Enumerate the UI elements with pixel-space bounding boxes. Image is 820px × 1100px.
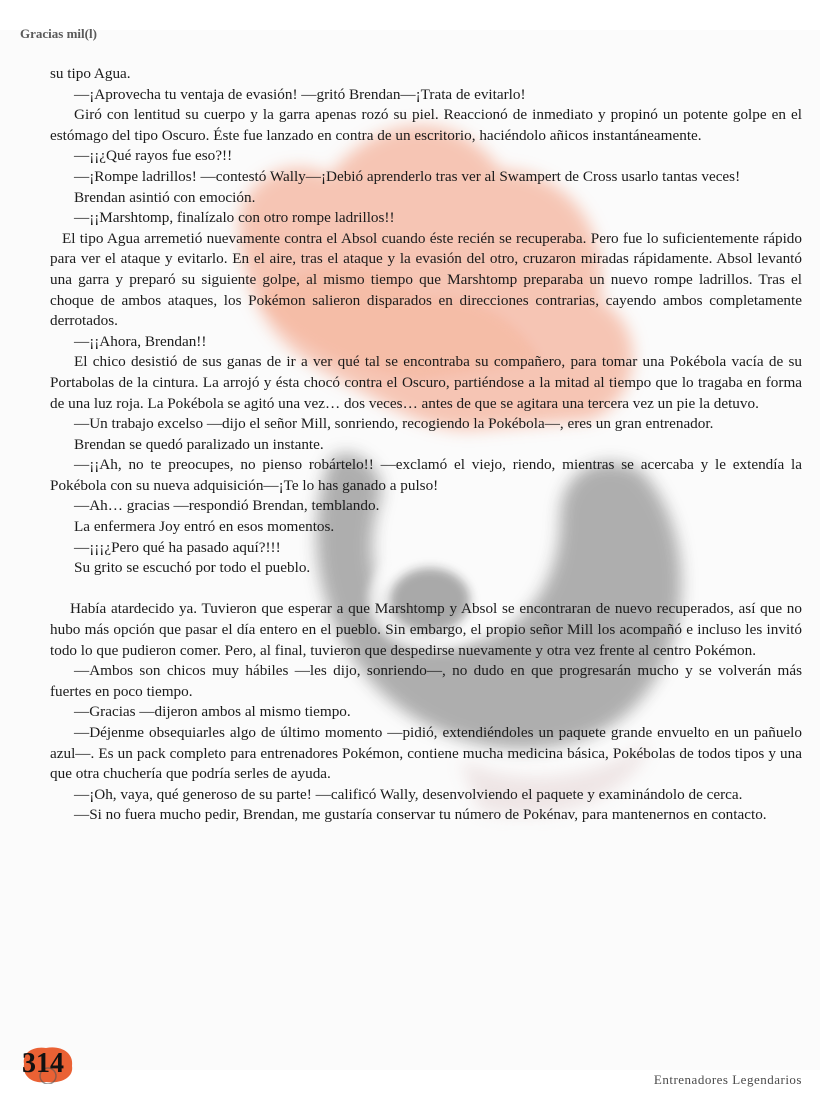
paragraph: —Un trabajo excelso —dijo el señor Mill, sonriendo, recogiendo la Pokébola—, eres un gran entrenador. xyxy=(74,415,714,433)
paragraph: —Gracias —dijeron ambos al mismo tiempo. xyxy=(74,703,351,721)
running-footer: Entrenadores Legendarios xyxy=(653,1072,802,1087)
paragraph: —¡Aprovecha tu ventaja de evasión! —gritó Brendan—¡Trata de evitarlo! xyxy=(74,85,526,103)
page-number: 314 xyxy=(22,1048,64,1079)
paragraph: Su grito se escuchó por todo el pueblo. xyxy=(74,559,311,577)
paragraph: El tipo Agua arremetió nuevamente contra el Absol cuando éste recién se recuperaba. Pero fue lo suficientemente rápido para ver el ataque y evitarlo. En el aire, tras el ataque y la evasión del otro, cruzaron miradas rápidamente. Absol levantó una garra y preparó su siguiente golpe, al mismo tiempo que Marshtomp preparaba un nuevo rompe ladrillos. Tras el choque de ambos ataques, los Pokémon salieron disparados en direcciones contrarias, cayendo ambos completamente derrotados. xyxy=(50,229,802,330)
paragraph: —Ambos son chicos muy hábiles —les dijo, sonriendo—, no dudo en que progresarán mucho y se volverán más fuertes en poco tiempo. xyxy=(50,662,802,700)
paragraph: Había atardecido ya. Tuvieron que esperar a que Marshtomp y Absol se encontraran de nuevo recuperados, así que no hubo más opción que pasar el día entero en el pueblo. Sin embargo, el propio señor Mill los acompañó e incluso les invitó todo lo que pudieron comer. Pero, al final, tuvieron que despedirse nuevamente y otra vez frente al centro Pokémon. xyxy=(50,600,802,659)
paragraph: —¡¡Ahora, Brendan!! xyxy=(74,332,207,350)
paragraph: Brendan se quedó paralizado un instante. xyxy=(74,435,324,453)
paragraph: —¡Rompe ladrillos! —contestó Wally—¡Debió aprenderlo tras ver al Swampert de Cross usarlo tantas veces! xyxy=(74,167,741,185)
paragraph: La enfermera Joy entró en esos momentos. xyxy=(74,518,335,536)
paragraph: —¡¡¿Qué rayos fue eso?!! xyxy=(74,147,233,165)
paragraph: —¡¡¡¿Pero qué ha pasado aquí?!!! xyxy=(74,538,281,556)
paragraph: —Si no fuera mucho pedir, Brendan, me gustaría conservar tu número de Pokénav, para mantenernos en contacto. xyxy=(74,806,767,824)
paragraph: Brendan asintió con emoción. xyxy=(74,188,256,206)
paragraph: —Déjenme obsequiarles algo de último momento —pidió, extendiéndoles un paquete grande envuelto en un pañuelo azul—. Es un pack completo para entrenadores Pokémon, contiene mucha medicina básica, Pokébolas de todos tipos y una que otra chuchería que podría serles de ayuda. xyxy=(50,724,802,783)
paragraph: —¡¡Ah, no te preocupes, no pienso robártelo!! —exclamó el viejo, riendo, mientras se acercaba y le extendía la Pokébola con su nueva adquisición—¡Te lo has ganado a pulso! xyxy=(50,456,802,494)
page-number-badge xyxy=(20,1044,76,1084)
page-body xyxy=(50,64,802,826)
paragraph: —Ah… gracias —respondió Brendan, temblando. xyxy=(74,497,380,515)
paragraph: su tipo Agua. xyxy=(50,65,131,82)
paragraph: —¡¡Marshtomp, finalízalo con otro rompe ladrillos!! xyxy=(74,209,395,227)
paragraph: —¡Oh, vaya, qué generoso de su parte! —calificó Wally, desenvolviendo el paquete y examinándolo de cerca. xyxy=(74,785,743,803)
paragraph: Giró con lentitud su cuerpo y la garra apenas rozó su piel. Reaccionó de inmediato y propinó un potente golpe en el estómago del tipo Oscuro. Éste fue lanzado en contra de un escritorio, haciéndolo añicos instantáneamente. xyxy=(50,106,802,144)
paragraph: El chico desistió de sus ganas de ir a ver qué tal se encontraba su compañero, para tomar una Pokébola vacía de su Portabolas de la cintura. La arrojó y ésta chocó contra el Oscuro, partiéndose a la mitad al tiempo que lo tragaba en forma de una luz roja. La Pokébola se agitó una vez… dos veces… antes de que se agitara una tercera vez un pie la detuvo. xyxy=(50,353,802,412)
running-header: Gracias mil(l) xyxy=(20,26,97,41)
